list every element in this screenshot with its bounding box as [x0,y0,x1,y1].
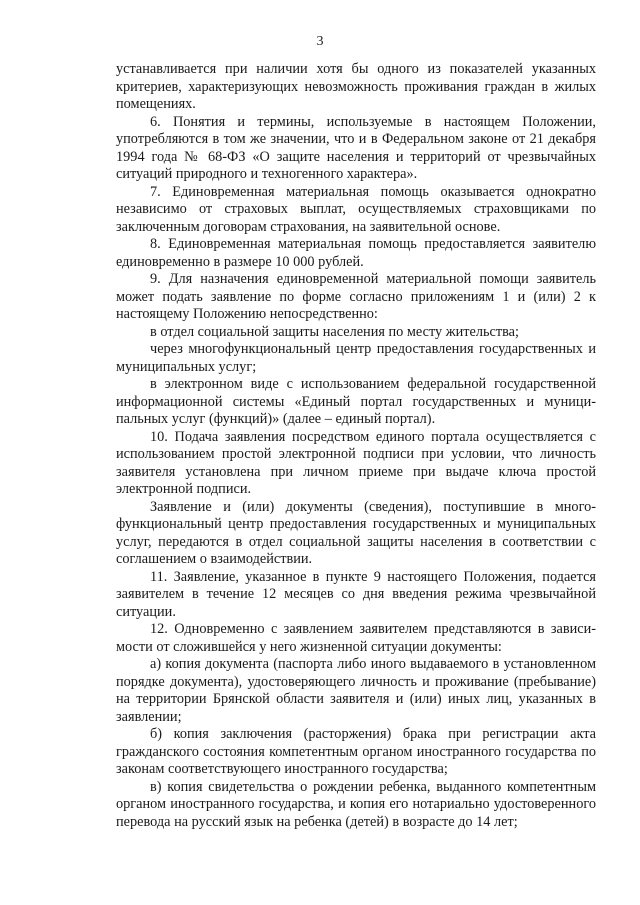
paragraph-continuation: устанавливается при наличии хотя бы одного из показателей указанных критериев, характеризующих невозможность проживания граждан в жилых помещениях. [116,61,596,112]
paragraph-item-12-c: в) копия свидетельства о рождении ребенка, выданного компетентным органом иностранного государства, и копия его нотариально удостоверенного перевода на русский язык на ребенка (детей) в возрасте до 14 лет; [116,778,596,830]
paragraph-item-12-b: б) копия заключения (расторжения) брака при регистрации акта гражданского состояния компетентным органом иностранного государства по законам соответствующего иностранного государства; [116,726,596,777]
paragraph-item-10: 10. Подача заявления посредством единого портала осуществляется с использованием простой электронной подписи при условии, что личность заявителя установлена при личном приеме при выдаче ключа простой электронной подписи. [116,428,596,497]
paragraph-item-7: 7. Единовременная материальная помощь оказывается однократно независимо от страховых выплат, осуществляемых страховщиками по заключенным договорам страхования, на заявительной основе. [116,183,596,235]
paragraph-item-9: 9. Для назначения единовременной материальной помощи заявитель может подать заявление по форме согласно приложениям 1 и (или) 2 к настоящему Положению непосредственно: [116,271,596,322]
paragraph-item-10-continued: Заявление и (или) документы (сведения), поступившие в многофункциональный центр предоставления государственных и муниципальных услуг, передаются в отдел социальной защиты населения в соответствии с соглашением о взаимодействии. [116,498,596,567]
paragraph-item-12-a: а) копия документа (паспорта либо иного выдаваемого в установленном порядке документа), удостоверяющего личность и проживание (пребывание) на территории Брянской области заявителя и (или) иных лиц, указанных в заявлении; [116,656,596,725]
page-number: 3 [316,34,324,49]
paragraph-item-9-option-1: в отдел социальной защиты населения по месту жительства; [150,323,519,340]
paragraph-item-6: 6. Понятия и термины, используемые в настоящем Положении, употребляются в том же значении, что и в Федеральном законе от 21 декабря 1994 года № 68-ФЗ «О защите населения и территорий от чрезвычайных ситуаций природного и техногенного характера». [116,113,596,182]
paragraph-item-9-option-2: через многофункциональный центр предоставления государственных и муниципальных услуг; [116,341,596,375]
paragraph-item-9-option-3: в электронном виде с использованием федеральной государственной информационной системы «Единый портал государственных и муниципальных услуг (функций)» (далее – единый портал). [116,376,596,427]
paragraph-item-11: 11. Заявление, указанное в пункте 9 настоящего Положения, подается заявителем в течение 12 месяцев со дня введения режима чрезвычайной ситуации. [116,568,596,620]
paragraph-item-8: 8. Единовременная материальная помощь предоставляется заявителю единовременно в размере 10 000 рублей. [116,236,596,270]
paragraph-item-12: 12. Одновременно с заявлением заявителем представляются в зависимости от сложившейся у него жизненной ситуации документы: [116,621,596,655]
document-body [116,61,596,831]
